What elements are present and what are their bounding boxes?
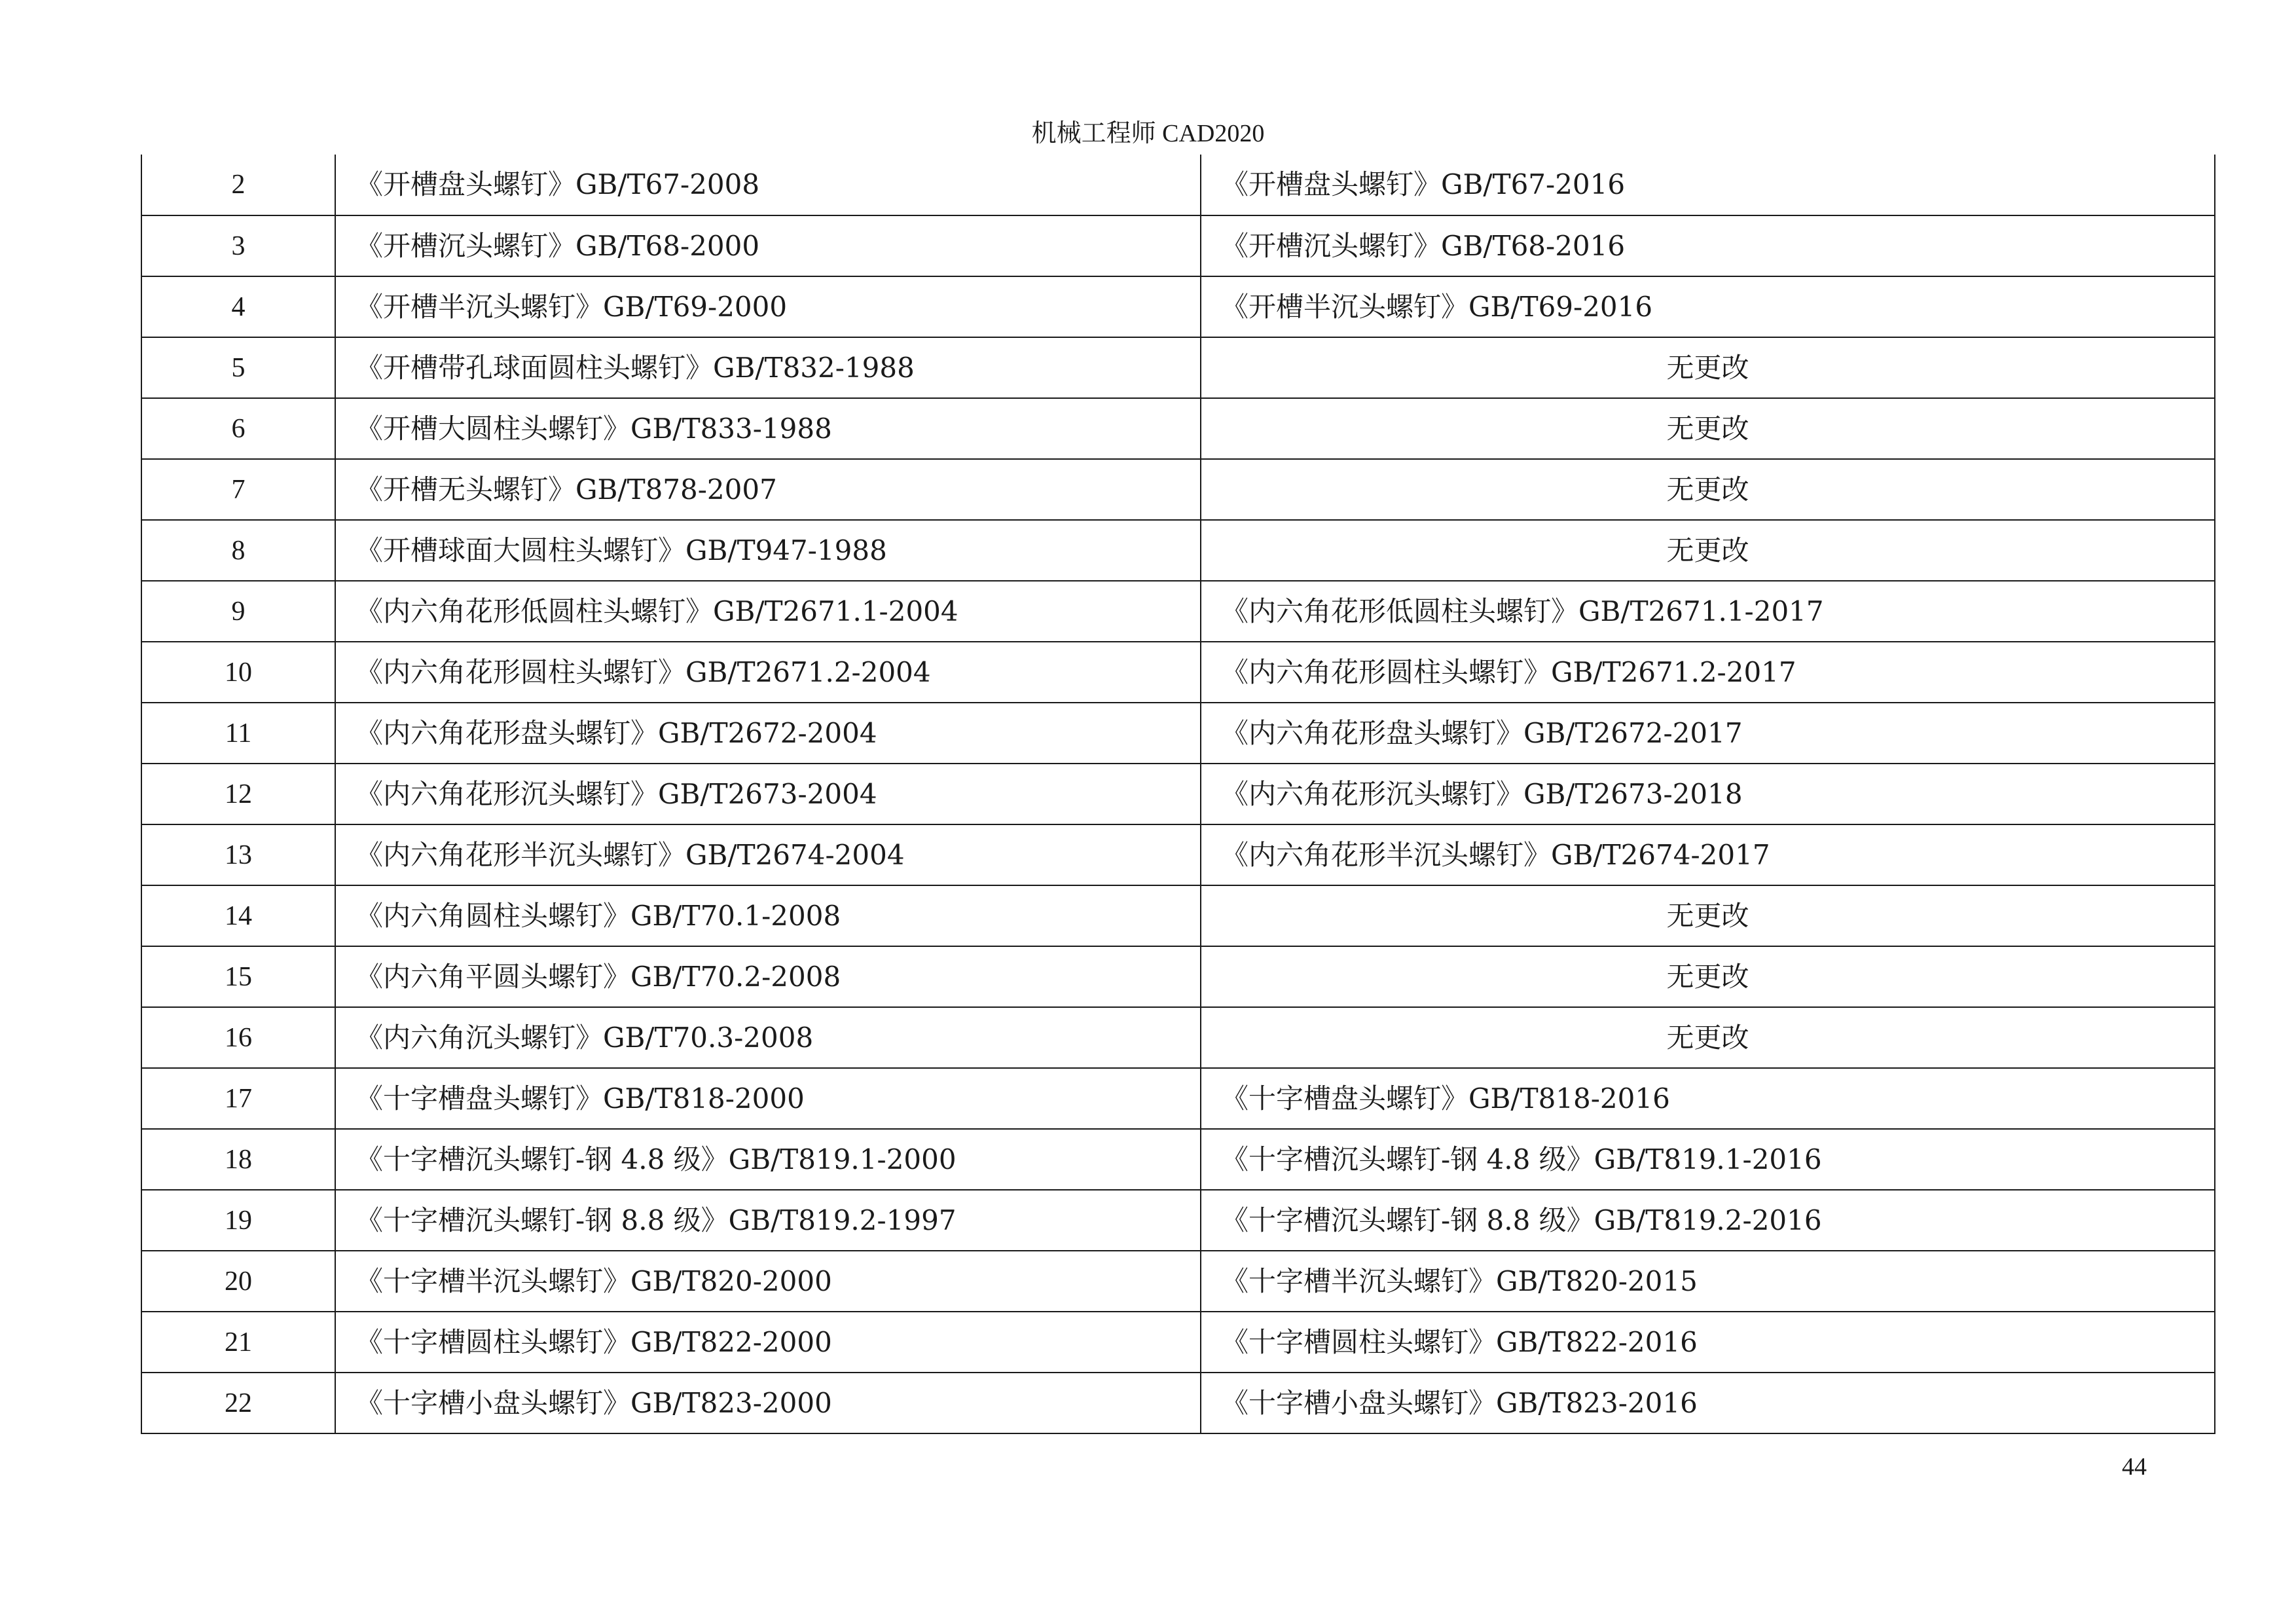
table-row	[141, 276, 2215, 337]
table-row	[141, 337, 2215, 398]
row-number: 5	[141, 337, 335, 398]
old-standard: 《十字槽小盘头螺钉》GB/T823-2000	[335, 1373, 1201, 1433]
old-standard: 《开槽带孔球面圆柱头螺钉》GB/T832-1988	[335, 337, 1201, 398]
new-standard: 《内六角花形沉头螺钉》GB/T2673-2018	[1201, 764, 2215, 824]
new-standard: 无更改	[1201, 1007, 2215, 1068]
new-standard: 《内六角花形盘头螺钉》GB/T2672-2017	[1201, 703, 2215, 764]
table-row	[141, 1129, 2215, 1190]
row-number: 19	[141, 1190, 335, 1251]
row-number: 21	[141, 1312, 335, 1373]
new-standard: 《十字槽盘头螺钉》GB/T818-2016	[1201, 1068, 2215, 1129]
old-standard: 《内六角沉头螺钉》GB/T70.3-2008	[335, 1007, 1201, 1068]
row-number: 4	[141, 276, 335, 337]
page-number: 44	[2122, 1453, 2147, 1481]
row-number: 22	[141, 1373, 335, 1433]
table-body	[141, 155, 2215, 1433]
new-standard: 无更改	[1201, 459, 2215, 520]
old-standard: 《开槽球面大圆柱头螺钉》GB/T947-1988	[335, 520, 1201, 581]
old-standard: 《内六角圆柱头螺钉》GB/T70.1-2008	[335, 885, 1201, 946]
table-row	[141, 946, 2215, 1007]
row-number: 20	[141, 1251, 335, 1312]
table-row	[141, 703, 2215, 764]
old-standard: 《十字槽沉头螺钉-钢 4.8 级》GB/T819.1-2000	[335, 1129, 1201, 1190]
old-standard: 《十字槽沉头螺钉-钢 8.8 级》GB/T819.2-1997	[335, 1190, 1201, 1251]
old-standard: 《内六角花形圆柱头螺钉》GB/T2671.2-2004	[335, 642, 1201, 703]
old-standard: 《内六角花形低圆柱头螺钉》GB/T2671.1-2004	[335, 581, 1201, 642]
row-number: 3	[141, 215, 335, 276]
old-standard: 《开槽盘头螺钉》GB/T67-2008	[335, 155, 1201, 215]
new-standard: 《内六角花形半沉头螺钉》GB/T2674-2017	[1201, 824, 2215, 885]
row-number: 16	[141, 1007, 335, 1068]
new-standard: 《开槽沉头螺钉》GB/T68-2016	[1201, 215, 2215, 276]
row-number: 9	[141, 581, 335, 642]
table-row	[141, 642, 2215, 703]
standards-table	[141, 155, 2215, 1434]
table-row	[141, 1312, 2215, 1373]
table-row	[141, 885, 2215, 946]
table-row	[141, 155, 2215, 215]
old-standard: 《开槽沉头螺钉》GB/T68-2000	[335, 215, 1201, 276]
old-standard: 《开槽大圆柱头螺钉》GB/T833-1988	[335, 398, 1201, 459]
table-row	[141, 215, 2215, 276]
table-row	[141, 398, 2215, 459]
new-standard: 《十字槽半沉头螺钉》GB/T820-2015	[1201, 1251, 2215, 1312]
new-standard: 《开槽盘头螺钉》GB/T67-2016	[1201, 155, 2215, 215]
row-number: 11	[141, 703, 335, 764]
row-number: 13	[141, 824, 335, 885]
new-standard: 《内六角花形低圆柱头螺钉》GB/T2671.1-2017	[1201, 581, 2215, 642]
old-standard: 《十字槽盘头螺钉》GB/T818-2000	[335, 1068, 1201, 1129]
old-standard: 《开槽半沉头螺钉》GB/T69-2000	[335, 276, 1201, 337]
old-standard: 《十字槽圆柱头螺钉》GB/T822-2000	[335, 1312, 1201, 1373]
table-row	[141, 1007, 2215, 1068]
row-number: 10	[141, 642, 335, 703]
new-standard: 无更改	[1201, 398, 2215, 459]
new-standard: 《十字槽圆柱头螺钉》GB/T822-2016	[1201, 1312, 2215, 1373]
old-standard: 《开槽无头螺钉》GB/T878-2007	[335, 459, 1201, 520]
old-standard: 《内六角花形半沉头螺钉》GB/T2674-2004	[335, 824, 1201, 885]
row-number: 6	[141, 398, 335, 459]
old-standard: 《内六角花形沉头螺钉》GB/T2673-2004	[335, 764, 1201, 824]
new-standard: 《十字槽小盘头螺钉》GB/T823-2016	[1201, 1373, 2215, 1433]
table-row	[141, 1251, 2215, 1312]
new-standard: 无更改	[1201, 946, 2215, 1007]
row-number: 8	[141, 520, 335, 581]
new-standard: 《开槽半沉头螺钉》GB/T69-2016	[1201, 276, 2215, 337]
new-standard: 《十字槽沉头螺钉-钢 4.8 级》GB/T819.1-2016	[1201, 1129, 2215, 1190]
table-row	[141, 824, 2215, 885]
old-standard: 《十字槽半沉头螺钉》GB/T820-2000	[335, 1251, 1201, 1312]
new-standard: 无更改	[1201, 885, 2215, 946]
row-number: 12	[141, 764, 335, 824]
table-row	[141, 459, 2215, 520]
old-standard: 《内六角花形盘头螺钉》GB/T2672-2004	[335, 703, 1201, 764]
old-standard: 《内六角平圆头螺钉》GB/T70.2-2008	[335, 946, 1201, 1007]
table-row	[141, 1190, 2215, 1251]
table-row	[141, 520, 2215, 581]
table-row	[141, 581, 2215, 642]
row-number: 15	[141, 946, 335, 1007]
table-row	[141, 1068, 2215, 1129]
new-standard: 无更改	[1201, 520, 2215, 581]
new-standard: 无更改	[1201, 337, 2215, 398]
row-number: 14	[141, 885, 335, 946]
row-number: 2	[141, 155, 335, 215]
table-row	[141, 1373, 2215, 1433]
row-number: 17	[141, 1068, 335, 1129]
row-number: 7	[141, 459, 335, 520]
new-standard: 《内六角花形圆柱头螺钉》GB/T2671.2-2017	[1201, 642, 2215, 703]
new-standard: 《十字槽沉头螺钉-钢 8.8 级》GB/T819.2-2016	[1201, 1190, 2215, 1251]
table-row	[141, 764, 2215, 824]
row-number: 18	[141, 1129, 335, 1190]
page-header: 机械工程师 CAD2020	[1031, 120, 1265, 147]
